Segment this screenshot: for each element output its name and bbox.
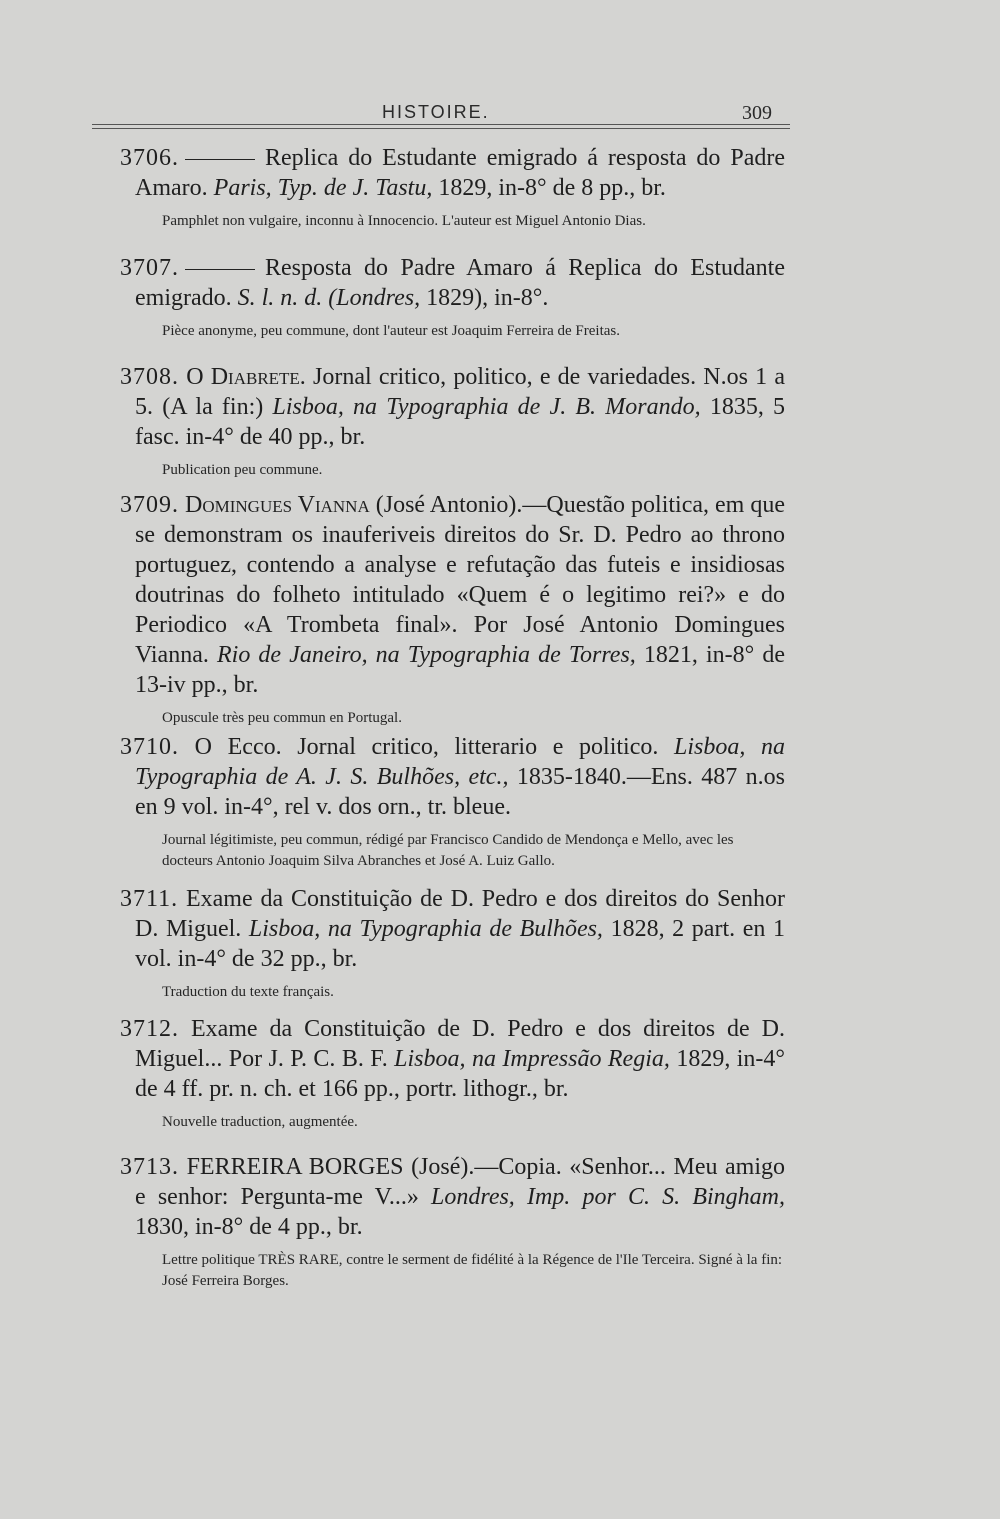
entry-3713 — [120, 1152, 786, 1292]
imprint: S. l. n. d. (Londres, — [237, 285, 421, 311]
entry-text: 3711. Exame da Constituição de D. Pedro e dos direitos do Senhor D. Miguel. Lisboa, na Typographia de Bulhões, 1828, 2 part. en 1 vol. in-4° de 32 pp., br. — [120, 886, 786, 972]
entry-3710 — [120, 732, 786, 872]
entry-3708 — [120, 362, 786, 481]
entry-3712 — [120, 1014, 786, 1133]
entry-3706 — [120, 143, 785, 232]
header-rule-second — [92, 128, 790, 129]
entry-3707 — [120, 253, 785, 342]
entry-3709 — [120, 490, 786, 729]
entry-author: Domingues Vianna — [185, 492, 370, 518]
entry-text: 3708. O Diabrete. Jornal critico, politico, e de variedades. N.os 1 a 5. (A la fin:) Lisboa, na Typographia de J. B. Morando, 1835, 5 fasc. in-4° de 40 pp., br. — [120, 364, 786, 450]
ditto-dash — [185, 269, 255, 270]
imprint: Londres, Imp. por C. S. Bingham, — [431, 1184, 786, 1210]
imprint: Rio de Janeiro, na Typographia de Torres, — [216, 642, 636, 668]
running-title: HISTOIRE. — [382, 102, 490, 122]
entry-author: O Diabrete. — [186, 364, 306, 390]
imprint: Lisboa, na Typographia de Bulhões, — [248, 916, 603, 942]
entry-number: 3706. — [120, 145, 179, 171]
ditto-dash — [185, 159, 255, 160]
running-header — [92, 100, 790, 126]
entry-text: 3712. Exame da Constituição de D. Pedro e dos direitos de D. Miguel... Por J. P. C. B. F. Lisboa, na Impressão Regia, 1829, in-4° de 4 ff. pr. n. ch. et 166 pp., portr. lithogr., br. — [120, 1016, 786, 1102]
entry-number: 3713. — [120, 1154, 179, 1180]
entry-note: Publication peu commune. — [162, 462, 323, 478]
entry-text: 3709. Domingues Vianna (José Antonio).—Questão politica, em que se demonstram os inauferiveis direitos do Sr. D. Pedro ao throno portuguez, contendo a analyse e refutação das futeis e insidiosas doutrinas do folheto intitulado «Quem é o legitimo rei?» e do Periodico «A Trombeta final». Por José Antonio Domingues Vianna. Rio de Janeiro, na Typographia de Torres, 1821, in-8° de 13-iv pp., br. — [120, 492, 786, 698]
entry-number: 3710. — [120, 734, 179, 760]
entry-3711 — [120, 884, 786, 1003]
entry-note: Opuscule très peu commun en Portugal. — [162, 710, 402, 726]
entry-note: Journal légitimiste, peu commun, rédigé par Francisco Candido de Mendonça e Mello, avec les docteurs Antonio Joaquim Silva Abranches et José A. Luiz Gallo. — [162, 832, 734, 869]
entry-note: Pamphlet non vulgaire, inconnu à Innocencio. L'auteur est Miguel Antonio Dias. — [162, 213, 646, 229]
page-number: 309 — [742, 102, 772, 124]
entry-note: Traduction du texte français. — [162, 984, 334, 1000]
imprint: Paris, Typ. de J. Tastu, — [213, 175, 433, 201]
entry-number: 3707. — [120, 255, 179, 281]
entry-text: 3707. Resposta do Padre Amaro á Replica do Estudante emigrado. S. l. n. d. (Londres, 1829), in-8°. — [120, 255, 785, 311]
header-rule — [92, 124, 790, 125]
entry-number: 3711. — [120, 886, 179, 912]
imprint: Lisboa, na Impressão Regia, — [394, 1046, 670, 1072]
entry-note: Pièce anonyme, peu commune, dont l'auteur est Joaquim Ferreira de Freitas. — [162, 323, 620, 339]
entry-note: Lettre politique TRÈS RARE, contre le serment de fidélité à la Régence de l'Ile Terceira. Signé à la fin: José Ferreira Borges. — [162, 1252, 783, 1289]
entry-number: 3708. — [120, 364, 179, 390]
entry-number: 3709. — [120, 492, 179, 518]
entry-author: FERREIRA BORGES — [186, 1154, 404, 1180]
entry-number: 3712. — [120, 1016, 179, 1042]
imprint: Lisboa, na Typographia de A. J. S. Bulhões, etc., — [135, 734, 786, 790]
entry-note: Nouvelle traduction, augmentée. — [162, 1114, 358, 1130]
entry-text: 3710. O Ecco. Jornal critico, litterario e politico. Lisboa, na Typographia de A. J. S. Bulhões, etc., 1835-1840.—Ens. 487 n.os en 9 vol. in-4°, rel v. dos orn., tr. bleue. — [120, 734, 786, 820]
entry-text: 3713. FERREIRA BORGES (José).—Copia. «Senhor... Meu amigo e senhor: Pergunta-me V...» Londres, Imp. por C. S. Bingham, 1830, in-8° de 4 pp., br. — [120, 1154, 786, 1240]
imprint: Lisboa, na Typographia de J. B. Morando, — [272, 394, 701, 420]
entry-text: 3706. Replica do Estudante emigrado á resposta do Padre Amaro. Paris, Typ. de J. Tastu, 1829, in-8° de 8 pp., br. — [120, 145, 785, 201]
